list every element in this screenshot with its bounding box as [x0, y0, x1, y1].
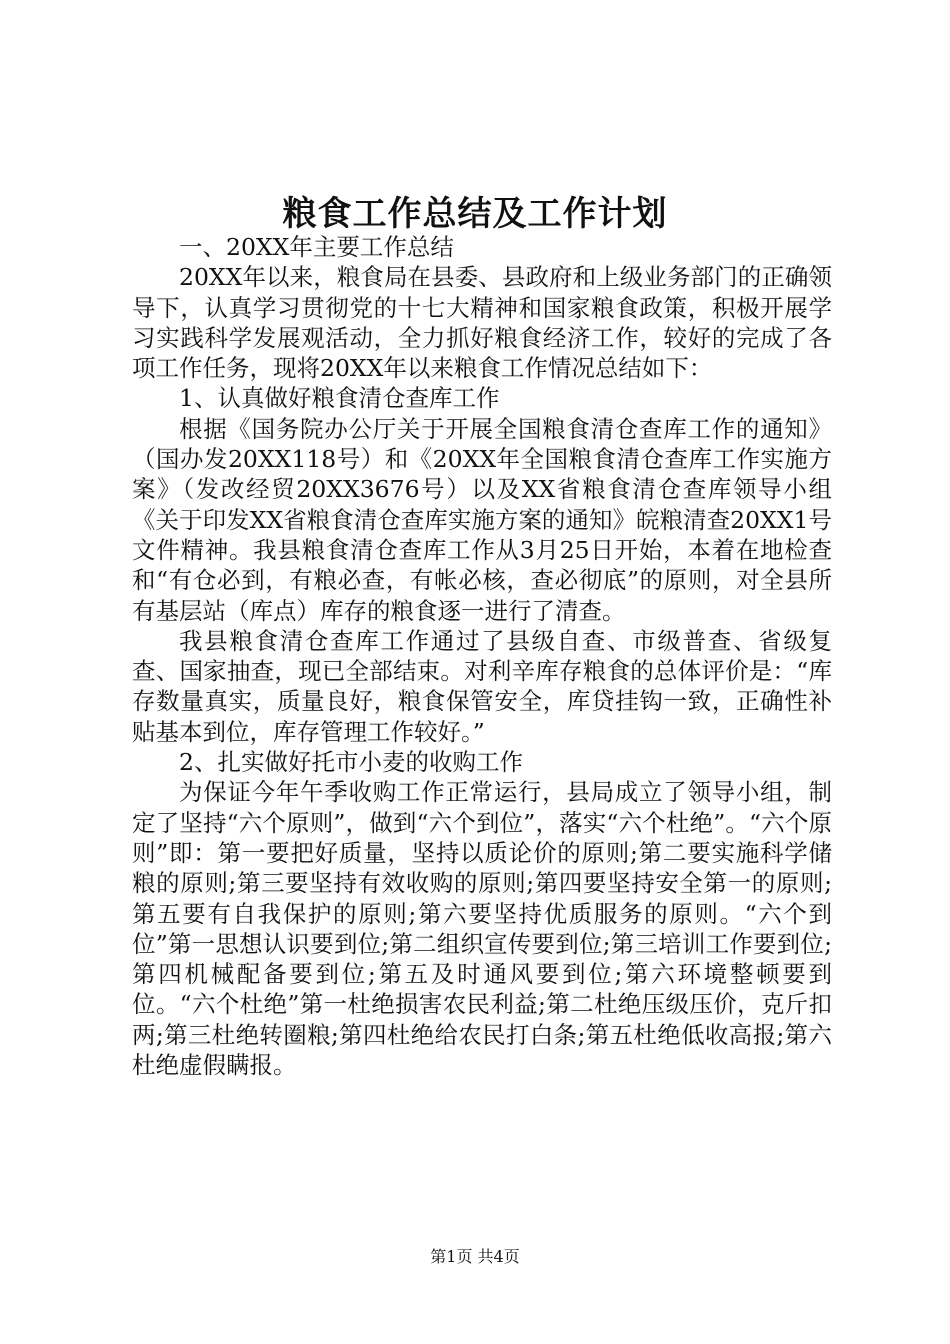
- section-heading-summary: 一、20XX年主要工作总结: [179, 233, 454, 261]
- paragraph-intro: 20XX年以来，粮食局在县委、县政府和上级业务部门的正确领导下，认真学习贯彻党的十七大精神和国家粮食政策，积极开展学习实践科学发展观活动，全力抓好粮食经济工作，较好的完成了各项工作任务，现将20XX年以来粮食工作情况总结如下：: [132, 263, 832, 383]
- subsection-heading-inventory: 1、认真做好粮食清仓查库工作: [179, 384, 500, 413]
- paragraph-inventory-result: 我县粮食清仓查库工作通过了县级自查、市级普查、省级复查、国家抽查，现已全部结束。对利辛库存粮食的总体评价是：“库存数量真实，质量良好，粮食保管安全，库贷挂钩一致，正确性补贴基本到位，库存管理工作较好。”: [132, 626, 832, 746]
- paragraph-inventory-basis: 根据《国务院办公厅关于开展全国粮食清仓查库工作的通知》（国办发20XX118号）和《20XX年全国粮食清仓查库工作实施方案》（发改经贸20XX3676号）以及XX省粮食清仓查库领导小组《关于印发XX省粮食清仓查库实施方案的通知》皖粮清查20XX1号文件精神。我县粮食清仓查库工作从3月25日开始，本着在地检查和“有仓必到，有粮必查，有帐必核，查必彻底”的原则，对全县所有基层站（库点）库存的粮食逐一进行了清查。: [132, 414, 832, 625]
- document-body: [132, 232, 832, 1080]
- page-footer: 第1页 共4页: [430, 1247, 520, 1266]
- paragraph-wheat-purchase: 为保证今年午季收购工作正常运行，县局成立了领导小组，制定了坚持“六个原则”，做到“六个到位”，落实“六个杜绝”。“六个原则”即：第一要把好质量，坚持以质论价的原则;第二要实施科学储粮的原则;第三要坚持有效收购的原则;第四要坚持安全第一的原则;第五要有自我保护的原则;第六要坚持优质服务的原则。“六个到位”第一思想认识要到位;第二组织宣传要到位;第三培训工作要到位;第四机械配备要到位;第五及时通风要到位;第六环境整顿要到位。“六个杜绝”第一杜绝损害农民利益;第二杜绝压级压价，克斤扣两;第三杜绝转圈粮;第四杜绝给农民打白条;第五杜绝低收高报;第六杜绝虚假瞒报。: [132, 778, 832, 1080]
- document-title: 粮食工作总结及工作计划: [282, 194, 668, 234]
- subsection-heading-wheat: 2、扎实做好托市小麦的收购工作: [179, 748, 523, 777]
